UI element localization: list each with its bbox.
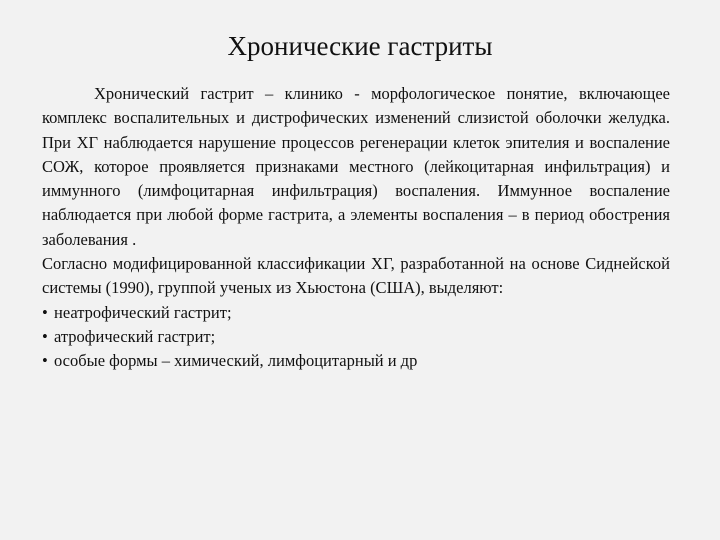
bullet-list [42, 301, 670, 374]
list-item-text: особые формы – химический, лимфоцитарный и др [54, 351, 418, 371]
paragraph-definition: Хронический гастрит – клинико - морфологическое понятие, включающее комплекс воспалительных и дистрофических изменений слизистой оболочки желудка. При ХГ наблюдается нарушение процессов регенерации клеток эпителия и воспаление СОЖ, которое проявляется признаками местного (лейкоцитарная инфильтрация) и иммунного (лимфоцитарная инфильтрация) воспаления. Иммунное воспаление наблюдается при любой форме гастрита, а элементы воспаления – в период обострения заболевания . [42, 84, 670, 249]
list-item [42, 349, 670, 373]
bullet-marker: • [42, 326, 48, 346]
list-item [42, 301, 670, 325]
slide-body [42, 82, 670, 374]
bullet-marker: • [42, 302, 48, 322]
list-item-text: неатрофический гастрит; [54, 302, 232, 322]
list-item [42, 325, 670, 349]
list-item-text: атрофический гастрит; [54, 326, 216, 346]
paragraph-classification: Согласно модифицированной классификации ХГ, разработанной на основе Сиднейской системы (1990), группой ученых из Хьюстона (США), выделяют: [42, 254, 670, 298]
bullet-marker: • [42, 351, 48, 371]
slide-title: Хронические гастриты [227, 31, 493, 61]
